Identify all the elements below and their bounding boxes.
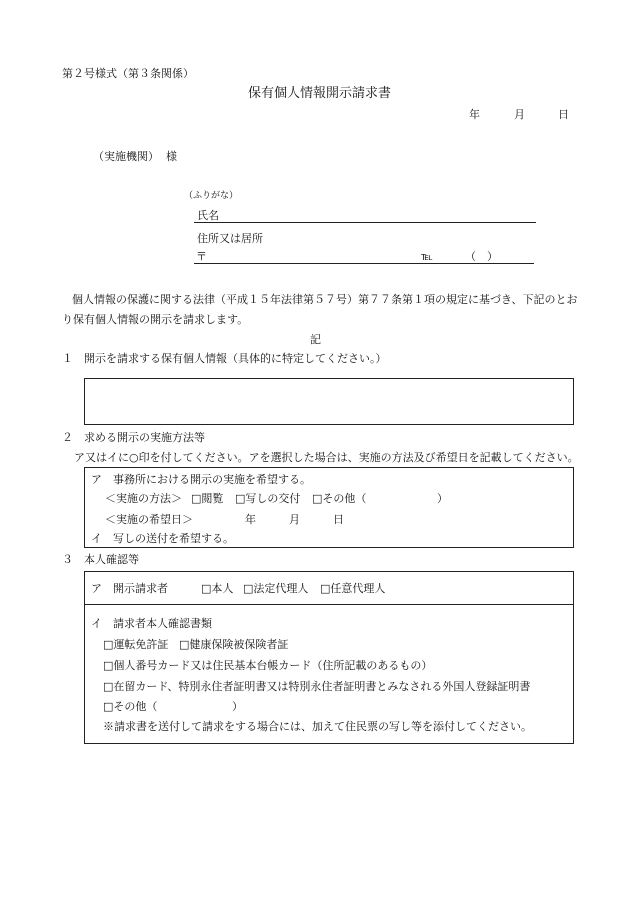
date-day-label: 日 [558,108,569,121]
tel-mark: ℡ [421,250,433,263]
name-label: 氏名 [197,209,219,222]
tel-paren: （ ） [465,250,498,263]
doc-other-close: ） [232,700,243,713]
method-copy-checkbox[interactable]: □写しの交付 [235,492,301,505]
voluntary-rep-checkbox[interactable]: □任意代理人 [320,582,386,595]
intro-line-1: 個人情報の保護に関する法律（平成１５年法律第５７号）第７７条第１項の規定に基づき、下記のとお [72,293,578,306]
hope-year-label: 年 [245,513,256,526]
self-checkbox[interactable]: □本人 [201,582,234,595]
legal-rep-checkbox[interactable]: □法定代理人 [243,582,309,595]
doc-mynumber-checkbox[interactable]: □個人番号カード又は住民基本台帳カード（住所記載のあるもの） [103,659,433,672]
method-view-checkbox[interactable]: □閲覧 [191,492,224,505]
section2-note: ア又はイに○印を付してください。アを選択した場合は、実施の方法及び希望日を記載してください。 [74,451,579,464]
ki-mark: 記 [310,333,321,346]
date-year-label: 年 [469,108,480,121]
address-line[interactable] [194,263,534,264]
section3-heading: ３ 本人確認等 [62,553,139,566]
hope-day-label: 日 [333,513,344,526]
method-other-checkbox[interactable]: □その他（ [312,492,367,505]
method-label: ＜実施の方法＞ [105,492,182,505]
hope-month-label: 月 [289,513,300,526]
id-docs-label: イ 請求者本人確認書類 [91,617,212,630]
method-other-close: ） [437,492,448,505]
agency-label: （実施機関） [93,150,159,163]
honorific: 様 [166,150,177,163]
form-number: 第２号様式（第３条関係） [62,67,194,80]
doc-residence-card-checkbox[interactable]: □在留カード、特別永住者証明書又は特別永住者証明書とみなされる外国人登録証明書 [103,680,531,693]
furigana-label: （ふりがな） [184,191,239,201]
date-month-label: 月 [514,108,525,121]
option-b[interactable]: イ 写しの送付を希望する。 [91,532,234,545]
postal-mark: 〒 [196,250,207,263]
intro-line-2: り保有個人情報の開示を請求します。 [62,313,249,326]
mail-note: ※請求書を送付して請求をする場合には、加えて住民票の写し等を添付してください。 [103,720,532,733]
date-label: ＜実施の希望日＞ [105,513,193,526]
requested-info-box[interactable] [84,378,574,425]
divider [85,604,573,605]
doc-other-checkbox[interactable]: □その他（ [103,700,158,713]
form-title: 保有個人情報開示請求書 [248,86,392,101]
doc-license-checkbox[interactable]: □運転免許証 [103,638,169,651]
name-line[interactable] [194,222,536,223]
doc-insurance-checkbox[interactable]: □健康保険被保険者証 [179,638,289,651]
option-a[interactable]: ア 事務所における開示の実施を希望する。 [91,473,311,486]
section1-heading: １ 開示を請求する保有個人情報（具体的に特定してください。） [62,352,387,365]
address-label: 住所又は居所 [197,232,263,245]
section2-heading: ２ 求める開示の実施方法等 [62,431,205,444]
identity-box [84,571,574,744]
method-box [84,467,574,548]
requester-type-label: ア 開示請求者 [91,582,168,595]
